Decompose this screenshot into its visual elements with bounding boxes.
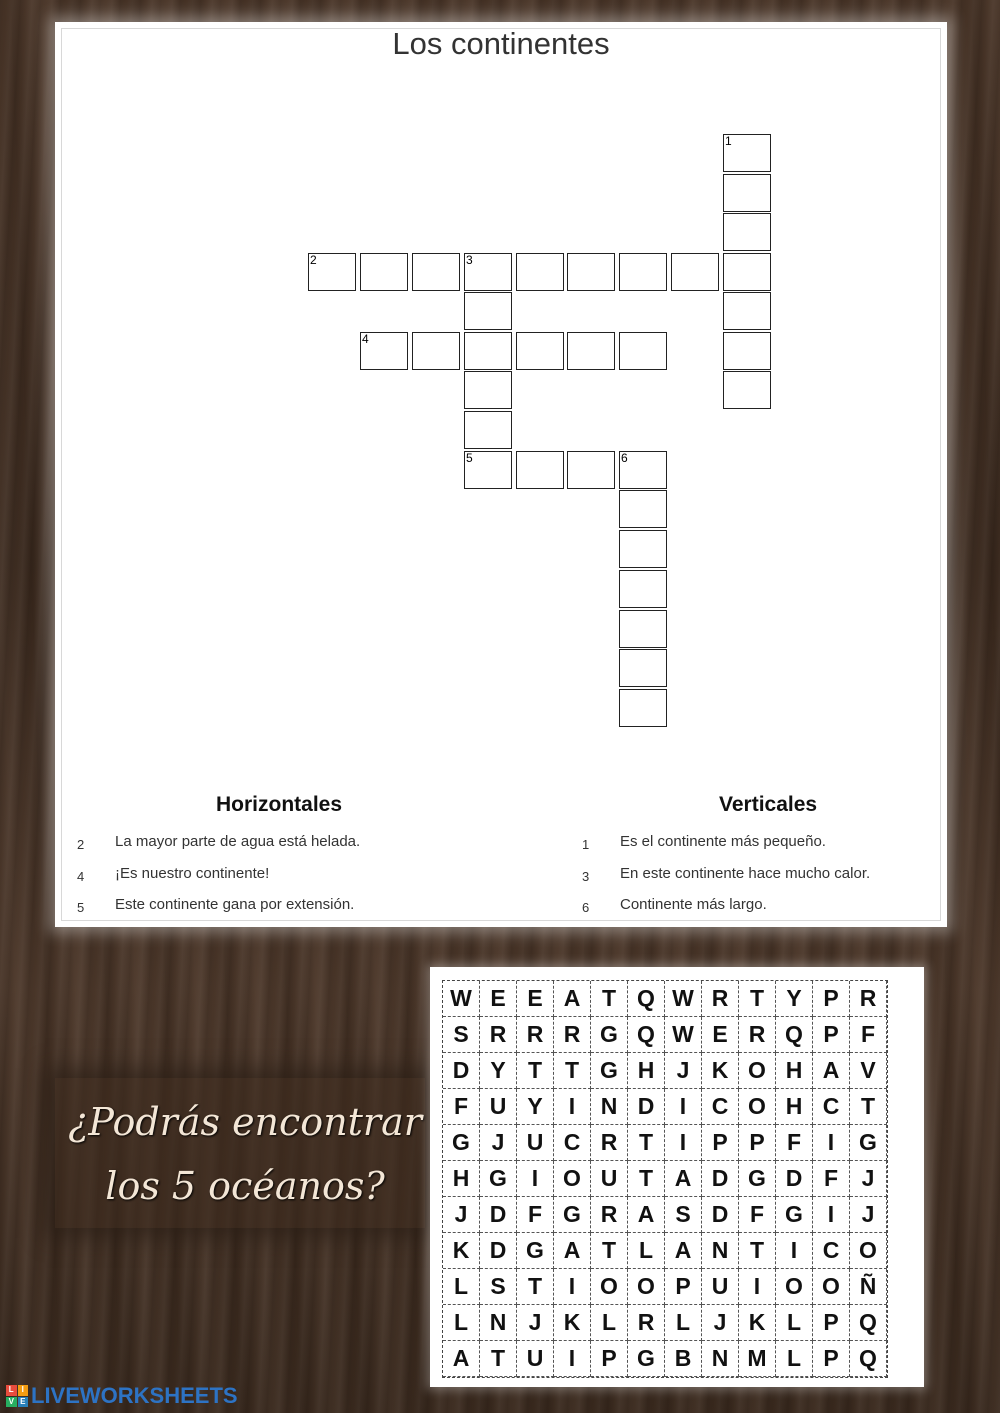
word-search-letter[interactable]: I xyxy=(739,1269,776,1305)
clue-text: Continente más largo. xyxy=(620,896,767,913)
crossword-cell[interactable] xyxy=(619,451,667,489)
clue-number: 5 xyxy=(77,900,85,915)
word-search-letter[interactable]: P xyxy=(591,1341,628,1377)
clue-number-2: 2 xyxy=(310,253,317,267)
word-search-letter[interactable]: J xyxy=(517,1305,554,1341)
word-search-letter[interactable]: L xyxy=(628,1233,665,1269)
clue-number: 6 xyxy=(582,900,590,915)
crossword-cell[interactable] xyxy=(619,332,667,370)
word-search-letter[interactable]: P xyxy=(813,1017,850,1053)
word-search-letter[interactable]: P xyxy=(813,981,850,1017)
word-search-letter[interactable]: G xyxy=(517,1233,554,1269)
crossword-cell[interactable] xyxy=(412,332,460,370)
word-search-letter[interactable]: H xyxy=(776,1089,813,1125)
word-search-letter[interactable]: T xyxy=(850,1089,887,1125)
crossword-cell[interactable] xyxy=(464,253,512,291)
crossword-cell[interactable] xyxy=(619,490,667,528)
word-search-letter[interactable]: A xyxy=(554,1233,591,1269)
vertical-clues-heading: Verticales xyxy=(719,793,818,816)
word-search-letter[interactable]: G xyxy=(480,1161,517,1197)
word-search-letter[interactable]: R xyxy=(850,981,887,1017)
logo-mark-icon: L I V E xyxy=(6,1385,28,1407)
word-search-letter[interactable]: Q xyxy=(628,981,665,1017)
crossword-cell[interactable] xyxy=(619,649,667,687)
crossword-cell[interactable] xyxy=(619,570,667,608)
crossword-cell[interactable] xyxy=(308,253,356,291)
word-search-letter[interactable]: P xyxy=(813,1305,850,1341)
word-search-letter[interactable]: I xyxy=(554,1341,591,1377)
word-search-letter[interactable]: C xyxy=(813,1089,850,1125)
question-line-1: ¿Podrás encontrar xyxy=(68,1100,422,1144)
crossword-cell[interactable] xyxy=(567,332,615,370)
word-search-letter[interactable]: F xyxy=(739,1197,776,1233)
crossword-cell[interactable] xyxy=(464,292,512,330)
word-search-letter[interactable]: C xyxy=(554,1125,591,1161)
word-search-letter[interactable]: A xyxy=(665,1233,702,1269)
word-search-letter[interactable]: K xyxy=(443,1233,480,1269)
word-search-letter[interactable]: D xyxy=(443,1053,480,1089)
word-search-letter[interactable]: T xyxy=(517,1269,554,1305)
word-search-letter[interactable]: G xyxy=(591,1017,628,1053)
crossword-cell[interactable] xyxy=(723,213,771,251)
crossword-cell[interactable] xyxy=(464,332,512,370)
word-search-letter[interactable]: L xyxy=(591,1305,628,1341)
word-search-letter[interactable]: T xyxy=(517,1053,554,1089)
word-search-letter[interactable]: K xyxy=(554,1305,591,1341)
word-search-letter[interactable]: I xyxy=(554,1269,591,1305)
word-search-letter[interactable]: W xyxy=(665,1017,702,1053)
word-search-letter[interactable]: Q xyxy=(850,1305,887,1341)
word-search-letter[interactable]: T xyxy=(591,981,628,1017)
word-search-letter[interactable]: K xyxy=(739,1305,776,1341)
crossword-cell[interactable] xyxy=(567,451,615,489)
crossword-cell[interactable] xyxy=(360,332,408,370)
crossword-cell[interactable] xyxy=(516,451,564,489)
crossword-cell[interactable] xyxy=(619,253,667,291)
crossword-cell[interactable] xyxy=(464,411,512,449)
word-search-letter[interactable]: R xyxy=(628,1305,665,1341)
word-search-letter[interactable]: N xyxy=(591,1089,628,1125)
clue-text: ¡Es nuestro continente! xyxy=(115,865,270,882)
crossword-cell[interactable] xyxy=(619,610,667,648)
crossword-cell[interactable] xyxy=(723,292,771,330)
word-search-letter[interactable]: F xyxy=(850,1017,887,1053)
word-search-letter[interactable]: N xyxy=(702,1341,739,1377)
word-search-letter[interactable]: H xyxy=(443,1161,480,1197)
crossword-cell[interactable] xyxy=(619,530,667,568)
word-search-letter[interactable]: T xyxy=(628,1125,665,1161)
worksheet-title: Los continentes xyxy=(392,26,610,61)
clue-number-5: 5 xyxy=(466,451,473,465)
word-search-letter[interactable]: G xyxy=(554,1197,591,1233)
word-search-letter[interactable]: H xyxy=(628,1053,665,1089)
word-search-letter[interactable]: C xyxy=(702,1089,739,1125)
word-search-letter[interactable]: O xyxy=(739,1089,776,1125)
word-search-letter[interactable]: I xyxy=(813,1197,850,1233)
clue-number-6: 6 xyxy=(621,451,628,465)
word-search-letter[interactable]: O xyxy=(554,1161,591,1197)
word-search-letter[interactable]: S xyxy=(665,1197,702,1233)
clue-number: 3 xyxy=(582,869,590,884)
worksheet-card xyxy=(55,22,947,927)
crossword-cell[interactable] xyxy=(567,253,615,291)
word-search-letter[interactable]: J xyxy=(850,1197,887,1233)
word-search-letter[interactable]: J xyxy=(480,1125,517,1161)
clue-number-4: 4 xyxy=(362,332,369,346)
word-search-letter[interactable]: I xyxy=(517,1161,554,1197)
word-search-letter[interactable]: Ñ xyxy=(850,1269,887,1305)
question-line-2: los 5 océanos? xyxy=(105,1164,385,1208)
word-search-letter[interactable]: T xyxy=(480,1341,517,1377)
word-search-letter[interactable]: Q xyxy=(628,1017,665,1053)
crossword-cell[interactable] xyxy=(516,332,564,370)
crossword-cell[interactable] xyxy=(619,689,667,727)
horizontal-clues-heading: Horizontales xyxy=(216,793,343,816)
logo-text: LIVEWORKSHEETS xyxy=(31,1383,238,1408)
word-search-letter[interactable]: S xyxy=(480,1269,517,1305)
word-search-letter[interactable]: R xyxy=(702,981,739,1017)
crossword-cell[interactable] xyxy=(671,253,719,291)
word-search-letter[interactable]: Y xyxy=(776,981,813,1017)
word-search-letter[interactable]: Y xyxy=(517,1089,554,1125)
word-search-letter[interactable]: Q xyxy=(850,1341,887,1377)
word-search-letter[interactable]: E xyxy=(702,1017,739,1053)
word-search-letter[interactable]: J xyxy=(443,1197,480,1233)
word-search-letter[interactable]: F xyxy=(443,1089,480,1125)
word-search-letter[interactable]: I xyxy=(813,1125,850,1161)
crossword-cell[interactable] xyxy=(723,332,771,370)
word-search-letter[interactable]: G xyxy=(443,1125,480,1161)
word-search-letter[interactable]: F xyxy=(813,1161,850,1197)
word-search-letter[interactable]: R xyxy=(554,1017,591,1053)
word-search-letter[interactable]: O xyxy=(813,1269,850,1305)
crossword-cell[interactable] xyxy=(412,253,460,291)
word-search-letter[interactable]: V xyxy=(850,1053,887,1089)
word-search-letter[interactable]: D xyxy=(480,1233,517,1269)
word-search-letter[interactable]: O xyxy=(628,1269,665,1305)
question-text xyxy=(60,1090,430,1218)
word-search-letter[interactable]: G xyxy=(739,1161,776,1197)
word-search-letter[interactable]: E xyxy=(480,981,517,1017)
clue-text: En este continente hace mucho calor. xyxy=(620,865,871,882)
liveworksheets-logo xyxy=(6,1384,238,1408)
word-search-letter[interactable]: P xyxy=(665,1269,702,1305)
word-search-letter[interactable]: A xyxy=(665,1161,702,1197)
word-search-grid xyxy=(442,980,888,1378)
crossword-cell[interactable] xyxy=(723,174,771,212)
word-search-letter[interactable]: L xyxy=(665,1305,702,1341)
crossword-cell[interactable] xyxy=(360,253,408,291)
word-search-letter[interactable]: I xyxy=(776,1233,813,1269)
word-search-letter[interactable]: F xyxy=(517,1197,554,1233)
crossword-cell[interactable] xyxy=(464,451,512,489)
word-search-letter[interactable]: U xyxy=(517,1125,554,1161)
word-search-letter[interactable]: R xyxy=(480,1017,517,1053)
word-search-letter[interactable]: U xyxy=(591,1161,628,1197)
word-search-letter[interactable]: R xyxy=(591,1125,628,1161)
word-search-letter[interactable]: D xyxy=(480,1197,517,1233)
word-search-letter[interactable]: G xyxy=(591,1053,628,1089)
crossword-cell[interactable] xyxy=(723,134,771,172)
word-search-letter[interactable]: W xyxy=(665,981,702,1017)
word-search-letter[interactable]: D xyxy=(702,1161,739,1197)
word-search-letter[interactable]: R xyxy=(739,1017,776,1053)
word-search-letter[interactable]: G xyxy=(628,1341,665,1377)
word-search-letter[interactable]: B xyxy=(665,1341,702,1377)
word-search-letter[interactable]: O xyxy=(776,1269,813,1305)
clue-number: 4 xyxy=(77,869,85,884)
word-search-letter[interactable]: A xyxy=(813,1053,850,1089)
word-search-letter[interactable]: I xyxy=(665,1125,702,1161)
clue-text: Es el continente más pequeño. xyxy=(620,833,826,850)
word-search-letter[interactable]: I xyxy=(554,1089,591,1125)
word-search-letter[interactable]: D xyxy=(776,1161,813,1197)
word-search-letter[interactable]: O xyxy=(739,1053,776,1089)
word-search-letter[interactable]: U xyxy=(702,1269,739,1305)
word-search-letter[interactable]: D xyxy=(702,1197,739,1233)
word-search-letter[interactable]: T xyxy=(739,981,776,1017)
word-search-letter[interactable]: A xyxy=(628,1197,665,1233)
word-search-letter[interactable]: R xyxy=(517,1017,554,1053)
clue-text: Este continente gana por extensión. xyxy=(115,896,355,913)
word-search-card xyxy=(430,967,924,1387)
word-search-letter[interactable]: G xyxy=(850,1125,887,1161)
word-search-letter[interactable]: N xyxy=(480,1305,517,1341)
clue-text: La mayor parte de agua está helada. xyxy=(115,833,361,850)
word-search-letter[interactable]: T xyxy=(628,1161,665,1197)
word-search-letter[interactable]: J xyxy=(702,1305,739,1341)
word-search-letter[interactable]: T xyxy=(554,1053,591,1089)
word-search-letter[interactable]: P xyxy=(739,1125,776,1161)
crossword-cell[interactable] xyxy=(516,253,564,291)
word-search-letter[interactable]: O xyxy=(591,1269,628,1305)
crossword-cell[interactable] xyxy=(464,371,512,409)
word-search-letter[interactable]: F xyxy=(776,1125,813,1161)
clue-number-3: 3 xyxy=(466,253,473,267)
word-search-letter[interactable]: H xyxy=(776,1053,813,1089)
word-search-letter[interactable]: J xyxy=(850,1161,887,1197)
word-search-letter[interactable]: C xyxy=(813,1233,850,1269)
word-search-letter[interactable]: W xyxy=(443,981,480,1017)
word-search-letter[interactable]: P xyxy=(702,1125,739,1161)
word-search-letter[interactable]: G xyxy=(776,1197,813,1233)
word-search-letter[interactable]: U xyxy=(480,1089,517,1125)
word-search-letter[interactable]: T xyxy=(739,1233,776,1269)
clue-number: 2 xyxy=(77,837,85,852)
crossword-cell[interactable] xyxy=(723,253,771,291)
word-search-letter[interactable]: L xyxy=(776,1341,813,1377)
word-search-letter[interactable]: J xyxy=(665,1053,702,1089)
word-search-letter[interactable]: P xyxy=(813,1341,850,1377)
word-search-letter[interactable]: S xyxy=(443,1017,480,1053)
word-search-letter[interactable]: Q xyxy=(776,1017,813,1053)
word-search-letter[interactable]: D xyxy=(628,1089,665,1125)
clue-number: 1 xyxy=(582,837,590,852)
word-search-letter[interactable]: O xyxy=(850,1233,887,1269)
word-search-letter[interactable]: N xyxy=(702,1233,739,1269)
word-search-letter[interactable]: R xyxy=(591,1197,628,1233)
word-search-letter[interactable]: E xyxy=(517,981,554,1017)
crossword-cell[interactable] xyxy=(723,371,771,409)
word-search-letter[interactable]: L xyxy=(776,1305,813,1341)
word-search-letter[interactable]: I xyxy=(665,1089,702,1125)
word-search-letter[interactable]: T xyxy=(591,1233,628,1269)
word-search-letter[interactable]: U xyxy=(517,1341,554,1377)
word-search-letter[interactable]: K xyxy=(702,1053,739,1089)
word-search-letter[interactable]: L xyxy=(443,1269,480,1305)
word-search-letter[interactable]: A xyxy=(554,981,591,1017)
word-search-letter[interactable]: A xyxy=(443,1341,480,1377)
word-search-letter[interactable]: Y xyxy=(480,1053,517,1089)
word-search-letter[interactable]: M xyxy=(739,1341,776,1377)
word-search-letter[interactable]: L xyxy=(443,1305,480,1341)
clue-number-1: 1 xyxy=(725,134,732,148)
